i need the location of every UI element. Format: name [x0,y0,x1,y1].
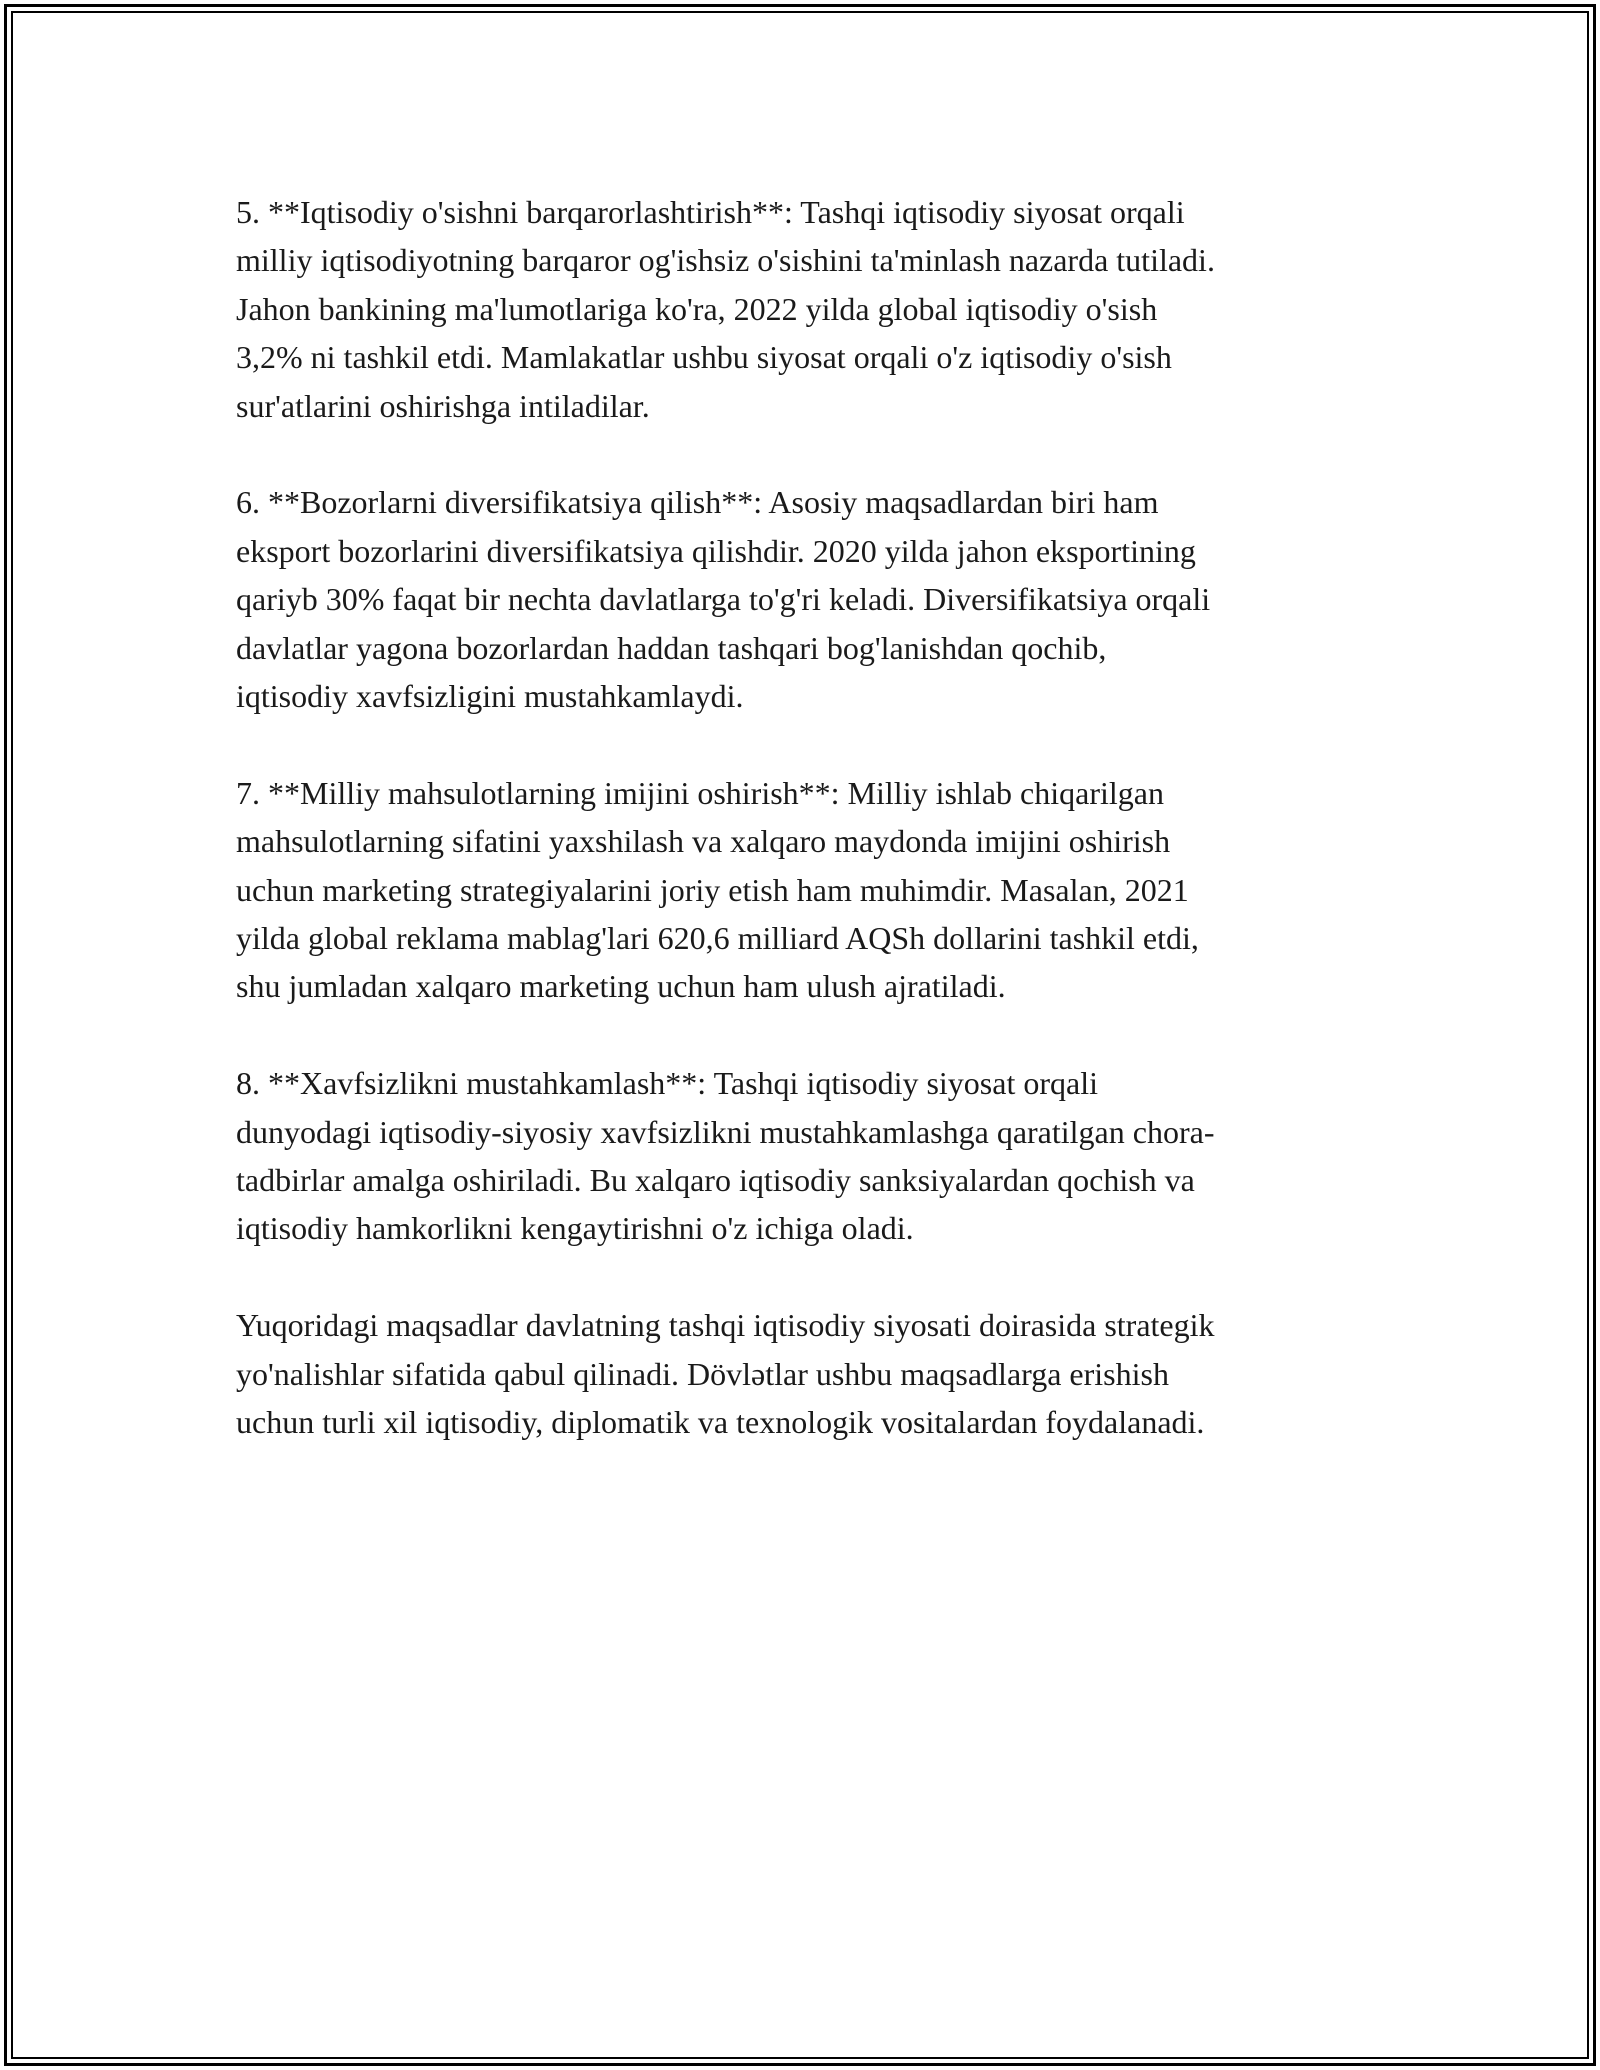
text-line: yilda global reklama mablag'lari 620,6 milliard AQSh dollarini tashkil etdi, [236,920,1199,957]
text-line: davlatlar yagona bozorlardan haddan tashqari bog'lanishdan qochib, [236,629,1107,666]
text-line: iqtisodiy hamkorlikni kengaytirishni o'z ichiga oladi. [236,1210,914,1247]
paragraph-goal-6 [236,478,1376,720]
text-line: 6. **Bozorlarni diversifikatsiya qilish**: Asosiy maqsadlardan biri ham [236,484,1159,521]
text-line: 7. **Milliy mahsulotlarning imijini oshirish**: Milliy ishlab chiqarilgan [236,774,1164,811]
text-line: qariyb 30% faqat bir nechta davlatlarga to'g'ri keladi. Diversifikatsiya orqali [236,581,1211,618]
text-line: mahsulotlarning sifatini yaxshilash va xalqaro maydonda imijini oshirish [236,823,1171,860]
text-line: dunyodagi iqtisodiy-siyosiy xavfsizlikni mustahkamlashga qaratilgan chora- [236,1113,1215,1150]
document-body [236,188,1376,1495]
text-line: shu jumladan xalqaro marketing uchun ham ulush ajratiladi. [236,968,1006,1005]
text-line: milliy iqtisodiyotning barqaror og'ishsiz o'sishini ta'minlash nazarda tutiladi. [236,242,1215,279]
text-line: 5. **Iqtisodiy o'sishni barqarorlashtirish**: Tashqi iqtisodiy siyosat orqali [236,194,1185,230]
text-line: uchun marketing strategiyalarini joriy etish ham muhimdir. Masalan, 2021 [236,871,1189,908]
text-line: yo'nalishlar sifatida qabul qilinadi. Dövlətlar ushbu maqsadlarga erishish [236,1355,1169,1392]
text-line: iqtisodiy xavfsizligini mustahkamlaydi. [236,678,744,715]
paragraph-goal-8 [236,1059,1376,1253]
paragraph-conclusion [236,1301,1376,1446]
text-line: eksport bozorlarini diversifikatsiya qilishdir. 2020 yilda jahon eksportining [236,532,1196,569]
text-line: sur'atlarini oshirishga intiladilar. [236,387,650,424]
text-line: 8. **Xavfsizlikni mustahkamlash**: Tashqi iqtisodiy siyosat orqali [236,1065,1098,1102]
text-line: 3,2% ni tashkil etdi. Mamlakatlar ushbu siyosat orqali o'z iqtisodiy o'sish [236,339,1172,376]
text-line: Jahon bankining ma'lumotlariga ko'ra, 2022 yilda global iqtisodiy o'sish [236,290,1158,327]
paragraph-goal-7 [236,769,1376,1011]
text-line: Yuqoridagi maqsadlar davlatning tashqi iqtisodiy siyosati doirasida strategik [236,1307,1215,1344]
text-line: uchun turli xil iqtisodiy, diplomatik va texnologik vositalardan foydalanadi. [236,1404,1205,1441]
paragraph-goal-5 [236,188,1376,430]
text-line: tadbirlar amalga oshiriladi. Bu xalqaro iqtisodiy sanksiyalardan qochish va [236,1162,1195,1199]
